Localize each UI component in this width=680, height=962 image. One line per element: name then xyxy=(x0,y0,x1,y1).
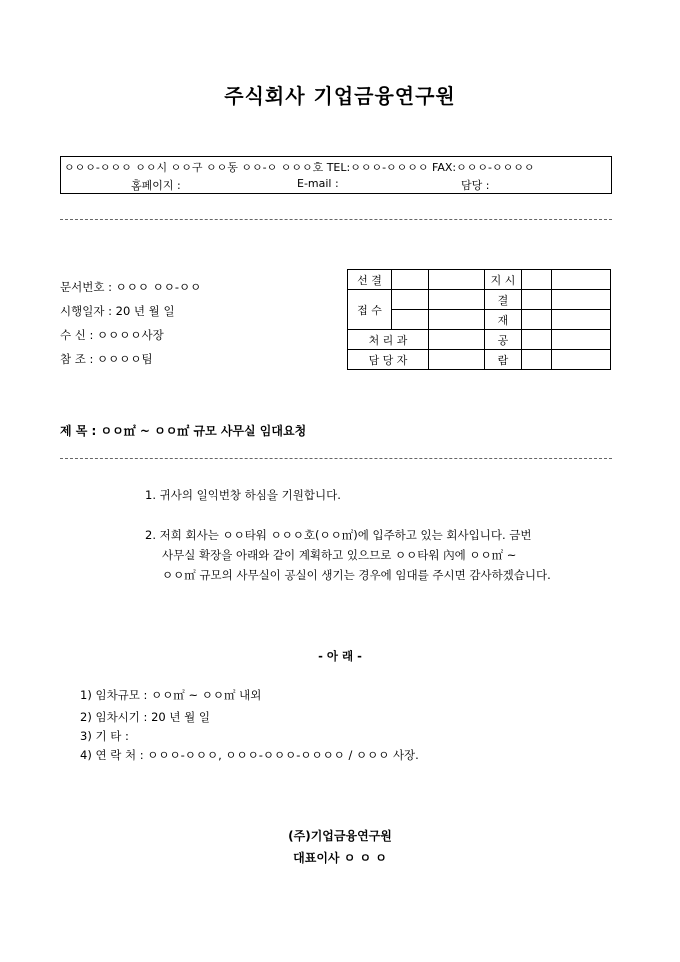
ram-label: 람 xyxy=(485,350,522,370)
approval-table xyxy=(347,269,611,370)
seon-gyeol-label: 선 결 xyxy=(348,270,392,290)
gong-label: 공 xyxy=(485,330,522,350)
jae-label: 재 xyxy=(485,310,522,330)
paragraph-1: 1. 귀사의 일익번창 하심을 기원합니다. xyxy=(145,488,341,502)
email-label: E-mail : xyxy=(297,177,339,190)
exec-date: 시행일자 : 20 년 월 일 xyxy=(60,304,175,318)
item-4: 4) 연 락 처 : ㅇㅇㅇ-ㅇㅇㅇ, ㅇㅇㅇ-ㅇㅇㅇ-ㅇㅇㅇㅇ / ㅇㅇㅇ 사장. xyxy=(80,748,419,762)
doc-number: 문서번호 : ㅇㅇㅇ ㅇㅇ-ㅇㅇ xyxy=(60,280,202,294)
divider-subject xyxy=(60,458,612,459)
document-title: 주식회사 기업금융연구원 xyxy=(224,84,456,108)
item-3: 3) 기 타 : xyxy=(80,729,129,743)
address-box xyxy=(60,156,612,194)
jeopsu-label: 접 수 xyxy=(348,290,392,330)
item-1: 1) 임차규모 : ㅇㅇ㎡ ~ ㅇㅇ㎡ 내외 xyxy=(80,688,262,702)
recipient: 수 신 : ㅇㅇㅇㅇ사장 xyxy=(60,328,164,342)
paragraph-2-line-1: 2. 저희 회사는 ㅇㅇ타워 ㅇㅇㅇ호(ㅇㅇ㎡)에 입주하고 있는 회사입니다. 금번 xyxy=(145,528,532,542)
gyeol-label: 결 xyxy=(485,290,522,310)
jisi-label: 지 시 xyxy=(485,270,522,290)
below-heading: - 아 래 - xyxy=(318,649,362,663)
contact-label: 담당 : xyxy=(461,179,490,192)
divider-top xyxy=(60,219,612,220)
signature-company: (주)기업금융연구원 xyxy=(288,829,392,843)
address-line: ㅇㅇㅇ-ㅇㅇㅇ ㅇㅇ시 ㅇㅇ구 ㅇㅇ동 ㅇㅇ-ㅇ ㅇㅇㅇ호 TEL:ㅇㅇㅇ-ㅇㅇㅇㅇ FAX:ㅇㅇㅇ-ㅇㅇㅇㅇ xyxy=(64,161,535,174)
reference: 참 조 : ㅇㅇㅇㅇ팀 xyxy=(60,352,153,366)
signature-ceo: 대표이사 ㅇ ㅇ ㅇ xyxy=(293,851,387,865)
paragraph-2-line-3: ㅇㅇ㎡ 규모의 사무실이 공실이 생기는 경우에 임대를 주시면 감사하겠습니다. xyxy=(162,568,551,582)
paragraph-2-line-2: 사무실 확장을 아래와 같이 계획하고 있으므로 ㅇㅇ타워 內에 ㅇㅇ㎡ ~ xyxy=(162,548,517,562)
homepage-label: 홈페이지 : xyxy=(131,179,181,192)
damdang-label: 담 당 자 xyxy=(348,350,429,370)
subject-line: 제 목 : ㅇㅇ㎡ ~ ㅇㅇ㎡ 규모 사무실 임대요청 xyxy=(60,424,307,438)
cheori-label: 처 리 과 xyxy=(348,330,429,350)
item-2: 2) 임차시기 : 20 년 월 일 xyxy=(80,710,211,724)
